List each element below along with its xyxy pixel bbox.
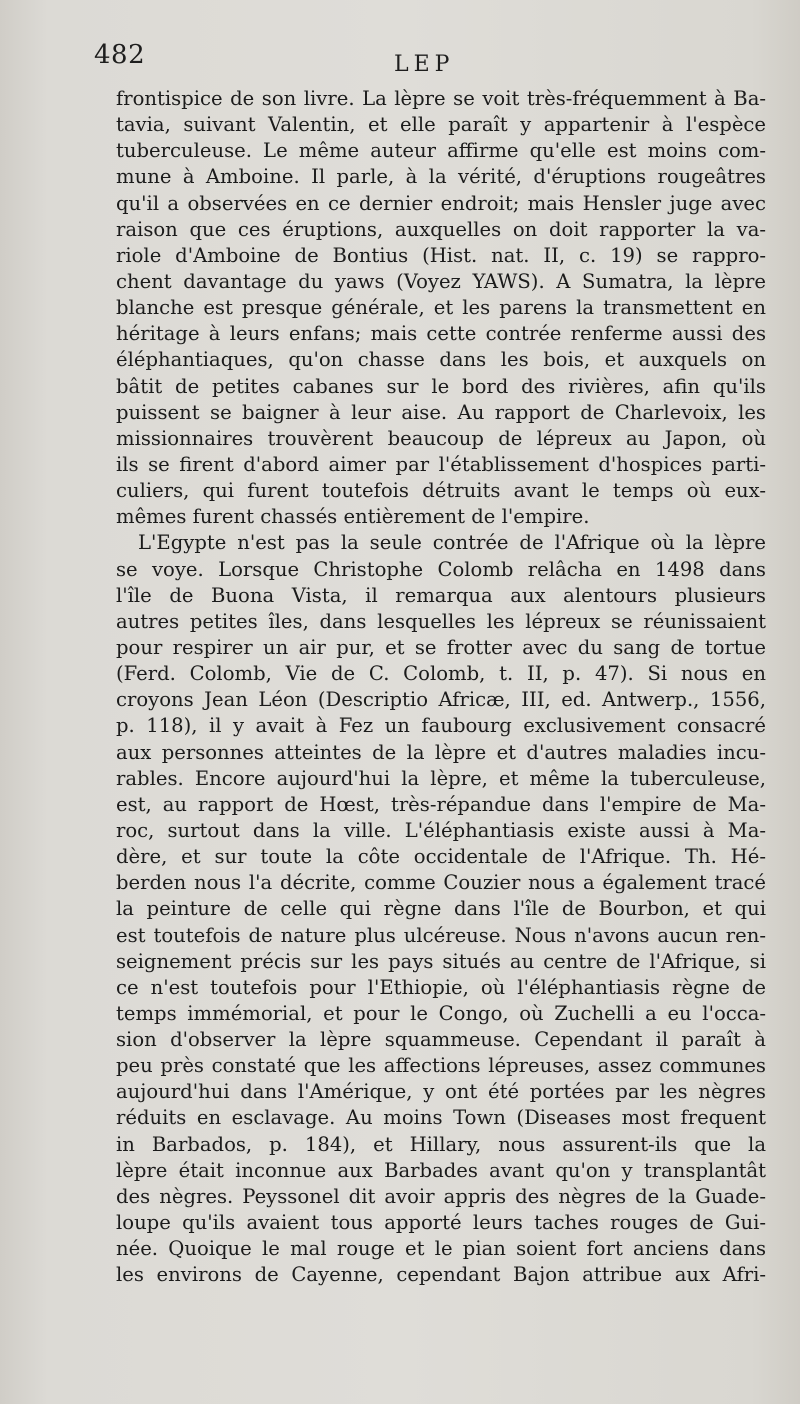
text-line: rables. Encore aujourd'hui la lèpre, et même la tuberculeuse, [116,766,766,790]
text-line: bâtit de petites cabanes sur le bord des rivières, afin qu'ils [116,374,766,398]
text-line: puissent se baigner à leur aise. Au rapport de Charlevoix, les [116,400,766,424]
text-line: pour respirer un air pur, et se frotter avec du sang de tortue [116,635,766,659]
text-line: tuberculeuse. Le même auteur affirme qu'elle est moins com- [116,139,766,163]
text-line: des nègres. Peyssonel dit avoir appris des nègres de la Guade- [116,1184,766,1208]
text-line: éléphantiaques, qu'on chasse dans les bois, et auxquels on [116,348,766,372]
text-line: ce n'est toutefois pour l'Ethiopie, où l'éléphantiasis règne de [116,975,766,999]
text-line: frontispice de son livre. La lèpre se voit très-fréquemment à Ba- [116,87,766,110]
text-line: (Ferd. Colomb, Vie de C. Colomb, t. II, p. 47). Si nous en [116,662,766,686]
text-line: l'île de Buona Vista, il remarqua aux alentours plusieurs [116,583,766,607]
text-line: héritage à leurs enfans; mais cette contrée renferme aussi des [116,322,766,346]
text-line: p. 118), il y avait à Fez un faubourg exclusivement consacré [116,714,766,738]
page-header [94,40,774,88]
text-line: est, au rapport de Hœst, très-répandue dans l'empire de Ma- [116,792,766,816]
text-line: les environs de Cayenne, cependant Bajon attribue aux Afri- [116,1263,766,1287]
text-line: autres petites îles, dans lesquelles les lépreux se réunissaient [116,609,766,633]
text-line: née. Quoique le mal rouge et le pian soient fort anciens dans [116,1237,766,1261]
text-line: roc, surtout dans la ville. L'éléphantiasis existe aussi à Ma- [116,818,766,842]
text-line: berden nous l'a décrite, comme Couzier nous a également tracé [116,871,766,895]
text-line: se voye. Lorsque Christophe Colomb relâcha en 1498 dans [116,557,766,581]
text-line: la peinture de celle qui règne dans l'île de Bourbon, et qui [116,897,766,921]
text-line: est toutefois de nature plus ulcéreuse. Nous n'avons aucun ren- [116,923,766,947]
text-line: culiers, qui furent toutefois détruits avant le temps où eux- [116,479,766,503]
text-line: qu'il a observées en ce dernier endroit; mais Hensler juge avec [116,191,766,215]
page-number: 482 [94,40,146,70]
text-line: in Barbados, p. 184), et Hillary, nous assurent-ils que la [116,1132,766,1156]
text-line: aux personnes atteintes de la lèpre et d'autres maladies incu- [116,740,766,764]
text-line: lèpre était inconnue aux Barbades avant qu'on y transplantât [116,1158,766,1182]
text-line: mêmes furent chassés entièrement de l'empire. [116,505,590,529]
text-line: réduits en esclavage. Au moins Town (Diseases most frequent [116,1106,766,1130]
text-line: L'Egypte n'est pas la seule contrée de l'Afrique où la lèpre [138,531,766,555]
text-line: aujourd'hui dans l'Amérique, y ont été portées par les nègres [116,1080,766,1104]
text-line: mune à Amboine. Il parle, à la vérité, d'éruptions rougeâtres [116,165,766,189]
text-line: raison que ces éruptions, auxquelles on doit rapporter la va- [116,217,766,241]
text-line: seignement précis sur les pays situés au centre de l'Afrique, si [116,949,766,973]
body-text [116,86,766,1288]
text-line: missionnaires trouvèrent beaucoup de lépreux au Japon, où [116,426,766,450]
text-line: riole d'Amboine de Bontius (Hist. nat. II, c. 19) se rappro- [116,243,766,267]
text-line: tavia, suivant Valentin, et elle paraît y appartenir à l'espèce [116,113,766,137]
text-line: peu près constaté que les affections lépreuses, assez communes [116,1054,766,1078]
text-line: sion d'observer la lèpre squammeuse. Cependant il paraît à [116,1028,766,1052]
text-line: chent davantage du yaws (Voyez YAWS). A Sumatra, la lèpre [116,269,766,293]
running-head: LEP [394,52,455,77]
text-line: temps immémorial, et pour le Congo, où Zuchelli a eu l'occa- [116,1001,766,1025]
text-line: ils se firent d'abord aimer par l'établissement d'hospices parti- [116,452,766,476]
text-line: croyons Jean Léon (Descriptio Africæ, III, ed. Antwerp., 1556, [116,688,766,712]
text-line: loupe qu'ils avaient tous apporté leurs taches rouges de Gui- [116,1211,766,1235]
text-line: blanche est presque générale, et les parens la transmettent en [116,296,766,320]
text-line: dère, et sur toute la côte occidentale de l'Afrique. Th. Hé- [116,845,766,869]
